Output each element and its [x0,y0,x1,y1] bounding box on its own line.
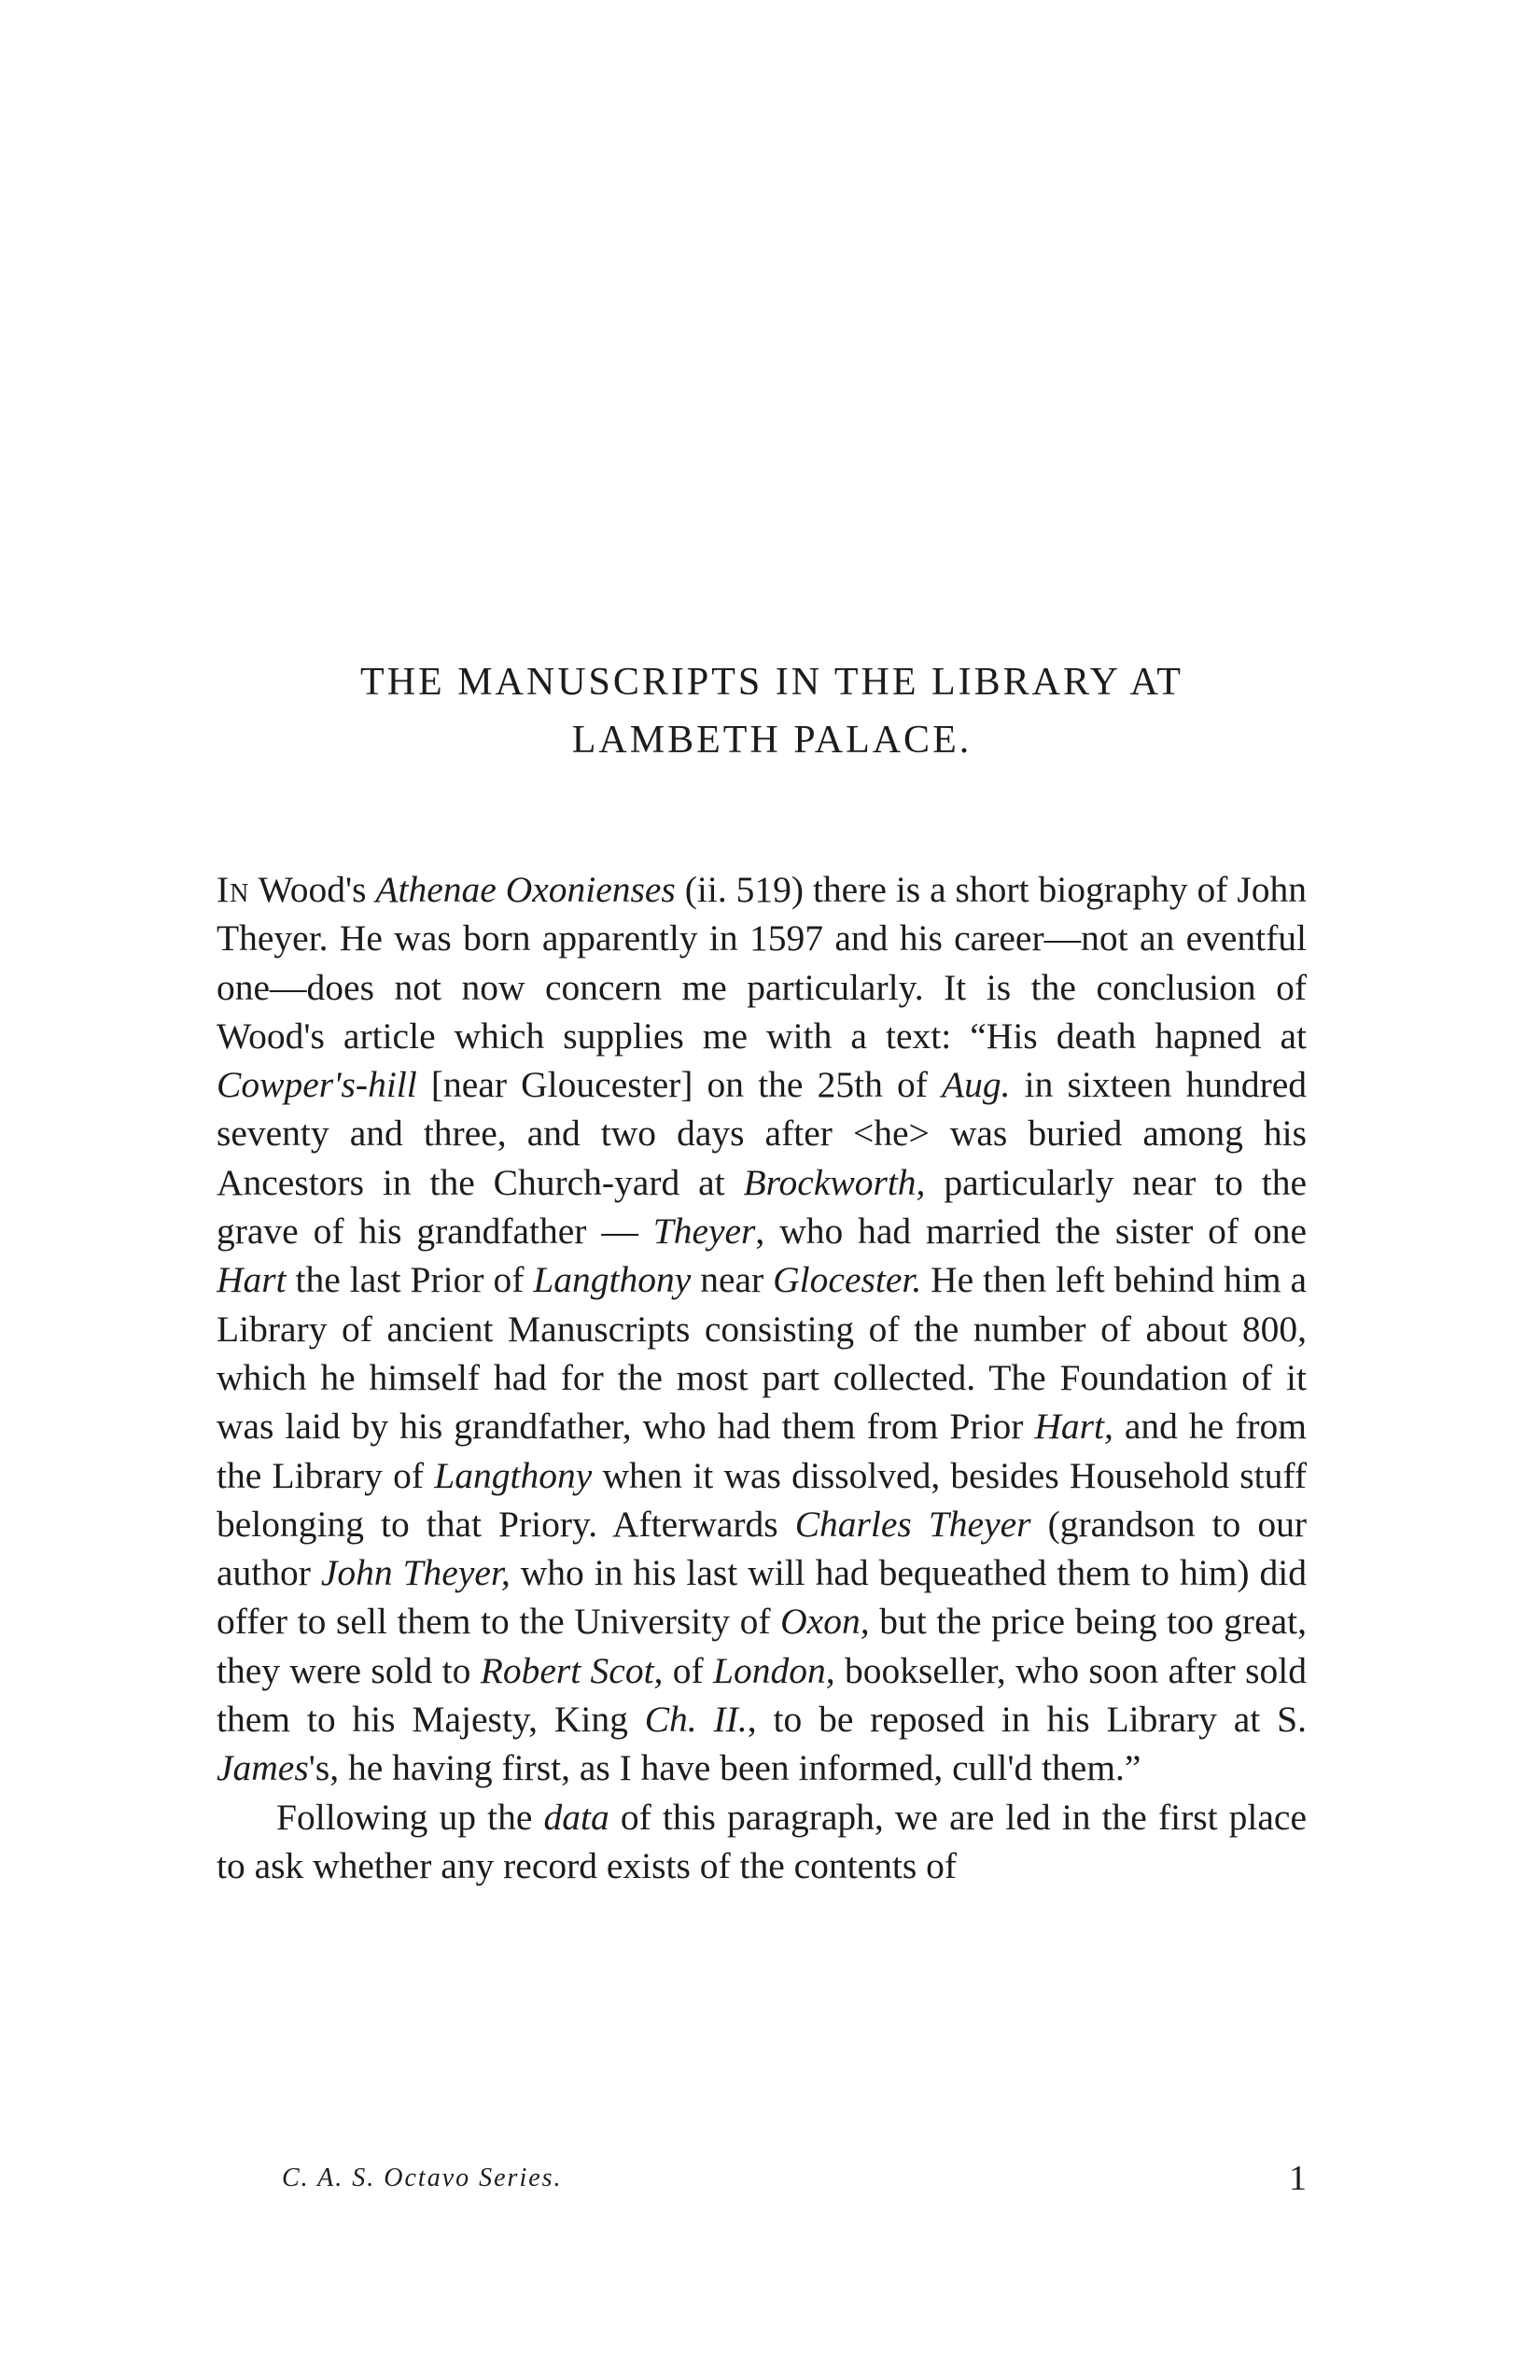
text-run: who in his last will had bequeathed them to him) did offer to sell them to the University of [217,1552,1307,1643]
italic-run: Theyer [652,1211,756,1253]
text-run: the last Prior of [286,1259,534,1301]
italic-run: Cowper's-hill [217,1064,417,1106]
italic-run: Aug. [942,1064,1011,1106]
italic-run: John Theyer, [320,1552,511,1594]
italic-run: James [217,1747,309,1789]
italic-run: Athenae Oxonienses [375,869,676,910]
text-run: when it was dissolved, besides Household stuff belonging to that Priory. Afterwards [217,1454,1307,1545]
text-run: and he from the Library of [217,1406,1307,1496]
text-run: but the price being too great, they were sold to [217,1601,1307,1691]
lead-word: In [217,869,250,910]
text-run: bookseller, who soon after sold them to his Majesty, King [217,1649,1308,1741]
text-run: of [663,1649,714,1691]
page-number: 1 [1289,2159,1307,2198]
italic-run: Brockworth, [743,1161,926,1203]
page-footer [282,2159,1307,2210]
body-text [217,865,1307,1890]
italic-run: Hart [217,1259,287,1301]
italic-run: data [543,1796,609,1838]
text-run: He then left behind him a Library of ancient Manuscripts consisting of the number of about 800, which he himself had for the most part collected. The Foundation of it was laid by his grandfather, who had them from Prior [217,1259,1308,1448]
italic-run: Ch. II. [644,1699,748,1741]
title-line-2: LAMBETH PALACE. [571,719,973,762]
text-run: [near Gloucester] on the 25th of [416,1064,943,1106]
text-run: particularly near to the grave of his grandfather — [217,1161,1307,1253]
text-run: , to be reposed in his Library at S. [747,1699,1307,1741]
page-title [217,653,1327,769]
text-run: Wood's [249,869,376,910]
italic-run: Robert Scot, [480,1649,664,1691]
italic-run: London, [713,1649,835,1691]
italic-run: Langthony [434,1454,593,1496]
italic-run: Charles Theyer [794,1503,1031,1545]
italic-run: Oxon, [780,1601,870,1643]
italic-run: Langthony [533,1259,692,1301]
text-run: Following up the [276,1796,544,1838]
text-run: , who had married the sister of one [755,1211,1308,1253]
text-run: (grandson to our author [217,1503,1307,1594]
signature-mark: C. A. S. Octavo Series. [282,2163,563,2192]
paragraph-2 [217,1793,1307,1891]
italic-run: Glocester. [773,1259,922,1301]
title-line-1: THE MANUSCRIPTS IN THE LIBRARY AT [360,661,1183,704]
paragraph-1 [217,865,1307,1793]
text-run: (ii. 519) there is a short biography of John Theyer. He was born apparently in 1597 and his career—not an eventful one—does not now concern me particularly. It is the conclusion of Wood's article which supplies me with a text: “His death hapned at [217,869,1307,1057]
text-run: of this paragraph, we are led in the first place to ask whether any record exists of the contents of [217,1796,1307,1886]
text-run: 's, he having first, as I have been informed, cull'd them.” [308,1747,1141,1789]
italic-run: Hart, [1034,1406,1113,1448]
text-run: in sixteen hundred seventy and three, and two days after <he> was buried among his Ancestors in the Church-yard at [217,1064,1308,1203]
text-run: near [691,1259,774,1301]
